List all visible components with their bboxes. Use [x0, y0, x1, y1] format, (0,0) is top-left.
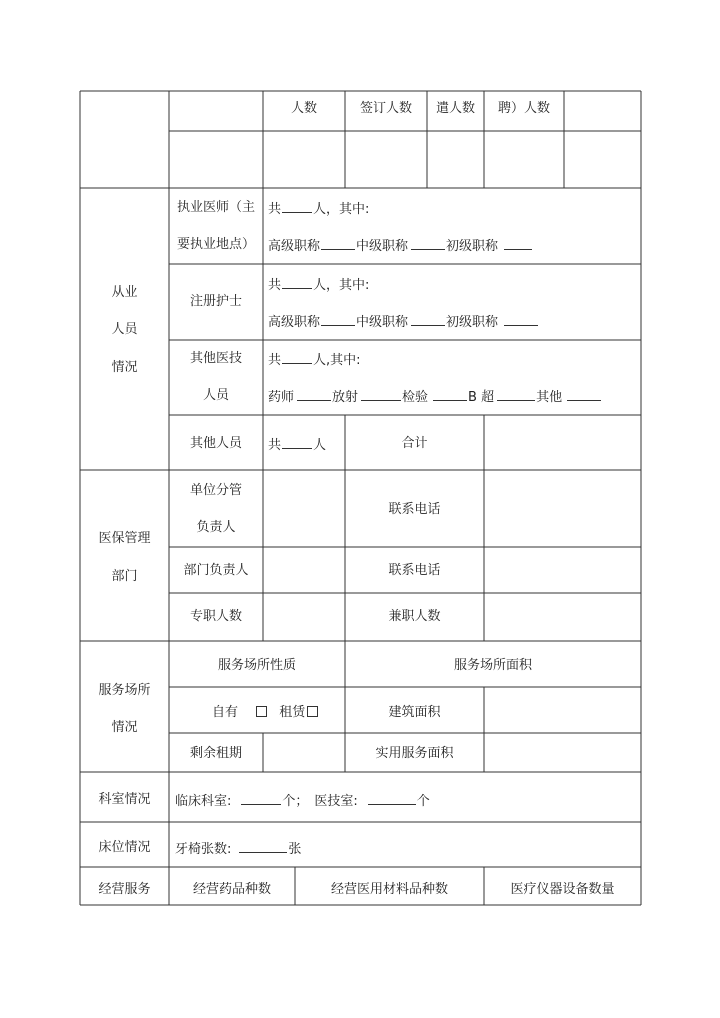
device-count-label: 医疗仪器设备数量	[510, 882, 615, 897]
physician-label: 要执业地点）	[176, 237, 255, 252]
material-types-label: 经营医用材料品种数	[330, 882, 448, 897]
header-dispatched: 遣人数	[435, 101, 475, 116]
physician-senior-blank[interactable]	[321, 237, 355, 250]
clinical-count-blank[interactable]	[241, 792, 281, 805]
lab-blank[interactable]	[433, 388, 467, 401]
nurse-senior-blank[interactable]	[321, 313, 355, 326]
business-label: 经营服务	[98, 882, 151, 897]
other-tech-label: 人员	[202, 388, 229, 403]
nurse-label: 注册护士	[189, 294, 242, 309]
nurse-junior-blank[interactable]	[504, 313, 538, 326]
remaining-lease-label: 剩余租期	[189, 746, 242, 761]
venue-section-label: 情况	[111, 720, 138, 735]
other-staff-label: 其他人员	[189, 436, 242, 451]
chair-count-blank[interactable]	[239, 840, 287, 853]
staff-section-label: 情况	[111, 360, 138, 375]
pharmacist-blank[interactable]	[297, 388, 331, 401]
dept-leader-label: 部门负责人	[183, 563, 249, 578]
radiology-blank[interactable]	[361, 388, 401, 401]
nurse-total-blank[interactable]	[282, 276, 312, 289]
departments-line: 临床科室: 个； 医技室: 个	[175, 794, 430, 809]
phone-label: 联系电话	[388, 563, 441, 578]
other-staff-total-blank[interactable]	[282, 436, 312, 449]
other-tech-label: 其他医技	[189, 351, 242, 366]
other-tech-total-blank[interactable]	[282, 351, 312, 364]
header-hired: 聘）人数	[497, 101, 550, 116]
other-blank[interactable]	[567, 388, 601, 401]
physician-total-blank[interactable]	[282, 200, 312, 213]
insurance-section-label: 部门	[111, 569, 138, 584]
tech-count-blank[interactable]	[368, 792, 416, 805]
staff-section-label: 人员	[111, 322, 138, 337]
beds-label: 床位情况	[98, 840, 151, 855]
rent-checkbox[interactable]	[307, 706, 318, 717]
building-area-label: 建筑面积	[388, 705, 441, 720]
physician-middle-blank[interactable]	[411, 237, 445, 250]
practical-area-label: 实用服务面积	[375, 746, 454, 761]
nurse-title-line: 高级职称 中级职称 初级职称	[268, 313, 539, 331]
nurse-total-line: 共 人，其中:	[268, 278, 370, 293]
other-staff-total-line: 共 人	[268, 438, 327, 453]
parttime-label: 兼职人数	[388, 609, 441, 624]
header-signed: 签订人数	[359, 101, 412, 116]
nurse-middle-blank[interactable]	[411, 313, 445, 326]
ownership-options: 自有 租赁	[212, 705, 318, 721]
physician-title-line: 高级职称 中级职称 初级职称	[268, 237, 533, 255]
staff-section-label: 从业	[111, 285, 138, 300]
fulltime-label: 专职人数	[189, 609, 242, 624]
venue-nature-label: 服务场所性质	[217, 658, 296, 673]
unit-leader-label: 负责人	[196, 520, 236, 535]
venue-section-label: 服务场所	[98, 683, 151, 698]
insurance-section-label: 医保管理	[98, 531, 151, 546]
unit-leader-label: 单位分管	[189, 483, 242, 498]
other-tech-detail-line: 药师 放射 检验 B 超 其他	[268, 388, 602, 406]
header-count: 人数	[290, 101, 317, 116]
physician-total-line: 共 人，其中:	[268, 202, 370, 217]
departments-label: 科室情况	[98, 792, 151, 807]
beds-line: 牙椅张数: 张	[175, 842, 302, 857]
drug-types-label: 经营药品种数	[192, 882, 271, 897]
own-checkbox[interactable]	[256, 706, 267, 717]
physician-label: 执业医师（主	[176, 200, 255, 215]
other-tech-total-line: 共 人,其中:	[268, 353, 361, 368]
ultrasound-blank[interactable]	[497, 388, 535, 401]
sum-label: 合计	[401, 436, 428, 451]
phone-label: 联系电话	[388, 502, 441, 517]
venue-area-label: 服务场所面积	[453, 658, 532, 673]
physician-junior-blank[interactable]	[504, 237, 532, 250]
